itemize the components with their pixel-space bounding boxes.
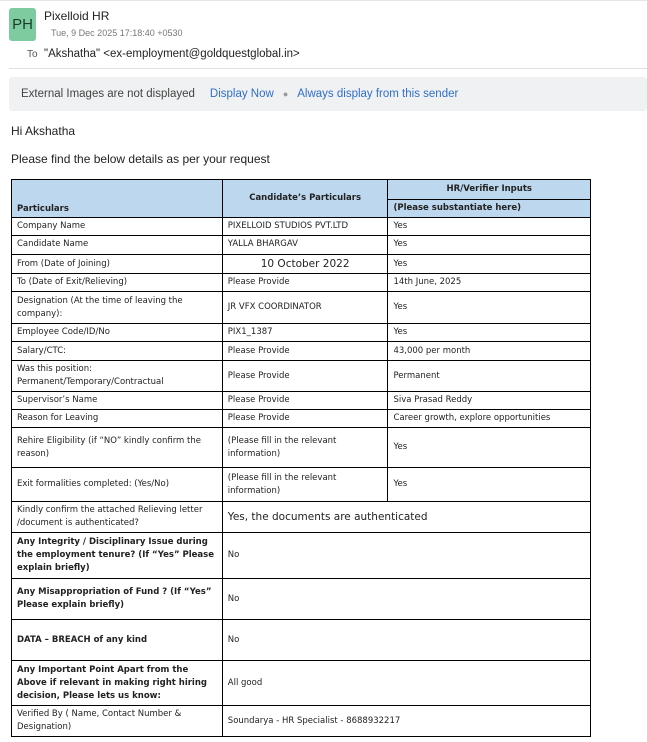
candidate-value: (Please fill in the relevant information) — [222, 468, 388, 502]
table-row — [12, 392, 591, 410]
hr-value: 14th June, 2025 — [388, 274, 591, 292]
hr-value: Permanent — [388, 361, 591, 392]
table-row — [12, 255, 591, 274]
table-row — [12, 533, 591, 579]
table-row — [12, 274, 591, 292]
row-label: Verified By ( Name, Contact Number & Designation) — [12, 706, 223, 737]
table-row — [12, 324, 591, 342]
hr-value: Yes — [388, 324, 591, 342]
candidate-value: Please Provide — [222, 361, 388, 392]
hr-value: Yes — [388, 428, 591, 468]
candidate-value: Please Provide — [222, 392, 388, 410]
merged-value: No — [222, 533, 590, 579]
to-label: To — [27, 49, 38, 60]
candidate-value: Please Provide — [222, 342, 388, 361]
hr-value: Yes — [388, 292, 591, 324]
table-row — [12, 468, 591, 502]
hr-value: 43,000 per month — [388, 342, 591, 361]
hr-value: Career growth, explore opportunities — [388, 410, 591, 428]
merged-value: No — [222, 579, 590, 620]
table-row — [12, 661, 591, 706]
candidate-value: YALLA BHARGAV — [222, 236, 388, 255]
intro-text: Please find the below details as per your request — [11, 152, 270, 166]
to-recipient[interactable]: "Akshatha" <ex-employment@goldquestglobal.in> — [44, 48, 300, 60]
hr-value: Yes — [388, 218, 591, 236]
merged-value: All good — [222, 661, 590, 706]
header-divider — [9, 68, 647, 69]
table-row — [12, 502, 591, 533]
candidate-value: PIX1_1387 — [222, 324, 388, 342]
table-row — [12, 292, 591, 324]
row-label: From (Date of Joining) — [12, 255, 223, 274]
row-label: Company Name — [12, 218, 223, 236]
separator-dot: ● — [282, 89, 289, 99]
table-row — [12, 579, 591, 620]
sender-avatar: PH — [9, 8, 36, 41]
greeting: Hi Akshatha — [11, 124, 76, 138]
hr-value: Yes — [388, 236, 591, 255]
email-date: Tue, 9 Dec 2025 17:18:40 +0530 — [51, 28, 183, 38]
row-label: Salary/CTC: — [12, 342, 223, 361]
header-hr-sub: (Please substantiate here) — [388, 200, 591, 218]
header-candidate: Candidate’s Particulars — [222, 180, 388, 218]
row-label: Kindly confirm the attached Relieving letter /document is authenticated? — [12, 502, 223, 533]
row-label: Was this position: Permanent/Temporary/Contractual — [12, 361, 223, 392]
merged-value: Soundarya - HR Specialist - 8688932217 — [222, 706, 590, 737]
row-label: Supervisor’s Name — [12, 392, 223, 410]
hr-value: Yes — [388, 255, 591, 274]
candidate-value: 10 October 2022 — [222, 255, 388, 274]
table-row — [12, 236, 591, 255]
table-row — [12, 428, 591, 468]
candidate-value: Please Provide — [222, 274, 388, 292]
candidate-value: Please Provide — [222, 410, 388, 428]
row-label: Any Integrity / Disciplinary Issue during the employment tenure? (If “Yes” Please explain briefly) — [12, 533, 223, 579]
row-label: Employee Code/ID/No — [12, 324, 223, 342]
always-display-link[interactable]: Always display from this sender — [297, 88, 459, 100]
row-label: Exit formalities completed: (Yes/No) — [12, 468, 223, 502]
row-label: Any Important Point Apart from the Above if relevant in making right hiring decision, Please lets us know: — [12, 661, 223, 706]
table-row — [12, 342, 591, 361]
header-hr: HR/Verifier Inputs — [388, 180, 591, 200]
candidate-value: (Please fill in the relevant information) — [222, 428, 388, 468]
sender-name[interactable]: Pixelloid HR — [44, 9, 110, 23]
table-row — [12, 361, 591, 392]
verification-table — [11, 179, 591, 737]
row-label: Rehire Eligibility (if “NO” kindly confirm the reason) — [12, 428, 223, 468]
top-divider — [0, 0, 647, 1]
header-particulars: Particulars — [12, 180, 223, 218]
table-row — [12, 706, 591, 737]
table-row — [12, 218, 591, 236]
row-label: Candidate Name — [12, 236, 223, 255]
external-images-banner — [9, 77, 647, 111]
display-now-link[interactable]: Display Now — [209, 88, 274, 100]
hr-value: Siva Prasad Reddy — [388, 392, 591, 410]
row-label: Any Misappropriation of Fund ? (If “Yes” Please explain briefly) — [12, 579, 223, 620]
table-row — [12, 620, 591, 661]
candidate-value: PIXELLOID STUDIOS PVT.LTD — [222, 218, 388, 236]
row-label: Designation (At the time of leaving the company): — [12, 292, 223, 324]
hr-value: Yes — [388, 468, 591, 502]
row-label: DATA – BREACH of any kind — [12, 620, 223, 661]
row-label: Reason for Leaving — [12, 410, 223, 428]
table-row — [12, 410, 591, 428]
merged-value: No — [222, 620, 590, 661]
row-label: To (Date of Exit/Relieving) — [12, 274, 223, 292]
candidate-value: JR VFX COORDINATOR — [222, 292, 388, 324]
banner-text: External Images are not displayed — [21, 88, 195, 100]
merged-value: Yes, the documents are authenticated — [222, 502, 590, 533]
